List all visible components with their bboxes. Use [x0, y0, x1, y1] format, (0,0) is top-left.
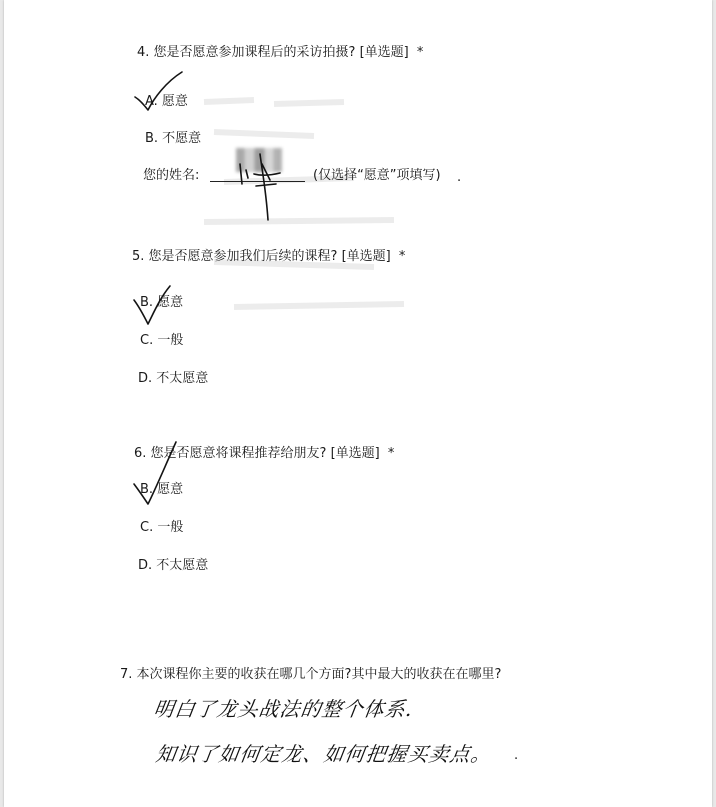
required-mark: * — [398, 249, 406, 264]
option-b-willing[interactable]: B. 愿意 — [140, 295, 184, 310]
question-number: 6. — [134, 446, 147, 461]
checkmark-icon — [130, 438, 190, 508]
question-4 — [137, 45, 423, 61]
question-text: 您是否愿意将课程推荐给朋友? — [150, 446, 327, 461]
question-5 — [132, 249, 405, 265]
survey-page — [4, 0, 712, 807]
question-number: 4. — [137, 45, 150, 60]
handwritten-answer-line-2: 知识了如何定龙、如何把握买卖点。 — [154, 742, 494, 766]
option-b-willing[interactable]: B. 愿意 — [140, 482, 184, 497]
question-number: 5. — [132, 249, 145, 264]
checkmark-icon — [130, 280, 180, 330]
stray-mark: . — [514, 748, 519, 763]
question-text: 您是否愿意参加课程后的采访拍摄? — [153, 45, 356, 60]
required-mark: * — [387, 446, 395, 461]
checkmark-icon — [132, 70, 192, 115]
option-c-neutral[interactable]: C. 一般 — [140, 333, 184, 348]
option-d-unwilling[interactable]: D. 不太愿意 — [138, 371, 209, 386]
name-note: (仅选择“愿意”项填写) — [313, 168, 441, 183]
bleed-through-marks — [194, 92, 434, 352]
question-text: 您是否愿意参加我们后续的课程? — [148, 249, 338, 264]
handwritten-name — [232, 150, 292, 225]
question-type: [单选题] — [341, 249, 391, 264]
name-label: 您的姓名: — [143, 168, 200, 183]
question-type: [单选题] — [330, 446, 380, 461]
handwritten-answer-line-1: 明白了龙头战法的整个体系. — [152, 697, 415, 721]
option-a-yes[interactable]: A. 愿意 — [145, 94, 188, 109]
question-type: [单选题] — [359, 45, 409, 60]
option-b-no[interactable]: B. 不愿意 — [145, 131, 202, 146]
question-text: 本次课程你主要的收获在哪几个方面?其中最大的收获在在哪里? — [136, 667, 502, 682]
question-number: 7. — [120, 667, 133, 682]
option-c-neutral[interactable]: C. 一般 — [140, 520, 184, 535]
option-d-unwilling[interactable]: D. 不太愿意 — [138, 558, 209, 573]
required-mark: * — [416, 45, 424, 60]
stray-mark: . — [457, 170, 462, 185]
question-7 — [120, 667, 501, 683]
